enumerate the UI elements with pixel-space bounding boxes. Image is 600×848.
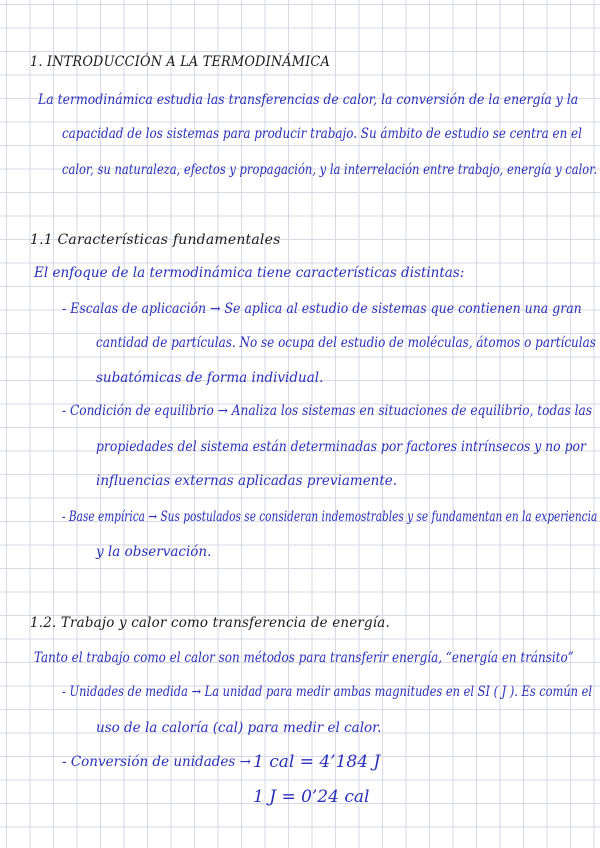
section-1-1-item-3-line-1: - Base empírica → Sus postulados se consideran indemostrables y se fundamentan en la experiencia	[62, 509, 598, 525]
section-1-1-heading: 1.1 Características fundamentales	[30, 232, 281, 248]
section-1-1-item-3-line-2: y la observación.	[96, 544, 212, 560]
section-1-2-item-1-line-1: - Unidades de medida → La unidad para medir ambas magnitudes en el SI ( J ). Es común el	[62, 684, 593, 700]
conversion-formula-joule-to-cal: 1 J = 0’24 cal	[253, 787, 370, 807]
section-1-1-item-2-line-1: - Condición de equilibrio → Analiza los sistemas en situaciones de equilibrio, todas las	[62, 403, 592, 419]
section-1-2-item-1-line-2: uso de la caloría (cal) para medir el calor.	[96, 720, 382, 736]
section-1-1-item-1-line-2: cantidad de partículas. No se ocupa del estudio de moléculas, átomos o partículas	[96, 335, 596, 351]
section-1-1-item-1-line-3: subatómicas de forma individual.	[96, 370, 324, 386]
section-1-1-item-2-line-2: propiedades del sistema están determinadas por factores intrínsecos y no por	[96, 439, 586, 455]
section-1-1-item-2-line-3: influencias externas aplicadas previamente.	[96, 473, 398, 489]
section-1-line-2: capacidad de los sistemas para producir trabajo. Su ámbito de estudio se centra en el	[62, 126, 582, 142]
section-1-heading: 1. INTRODUCCIÓN A LA TERMODINÁMICA	[30, 54, 330, 70]
section-1-2-heading: 1.2. Trabajo y calor como transferencia de energía.	[30, 615, 390, 631]
conversion-formula-cal-to-joule: 1 cal = 4’184 J	[253, 752, 381, 772]
section-1-2-item-2-label: - Conversión de unidades →	[62, 754, 251, 770]
section-1-line-1: La termodinámica estudia las transferencias de calor, la conversión de la energía y la	[38, 92, 579, 108]
section-1-2-intro: Tanto el trabajo como el calor son métodos para transferir energía, “energía en tránsito”	[34, 650, 574, 666]
section-1-1-intro: El enfoque de la termodinámica tiene características distintas:	[34, 265, 465, 281]
section-1-line-3: calor, su naturaleza, efectos y propagación, y la interrelación entre trabajo, energía y calor.	[62, 162, 598, 178]
section-1-1-item-1-line-1: - Escalas de aplicación → Se aplica al estudio de sistemas que contienen una gran	[62, 301, 582, 317]
